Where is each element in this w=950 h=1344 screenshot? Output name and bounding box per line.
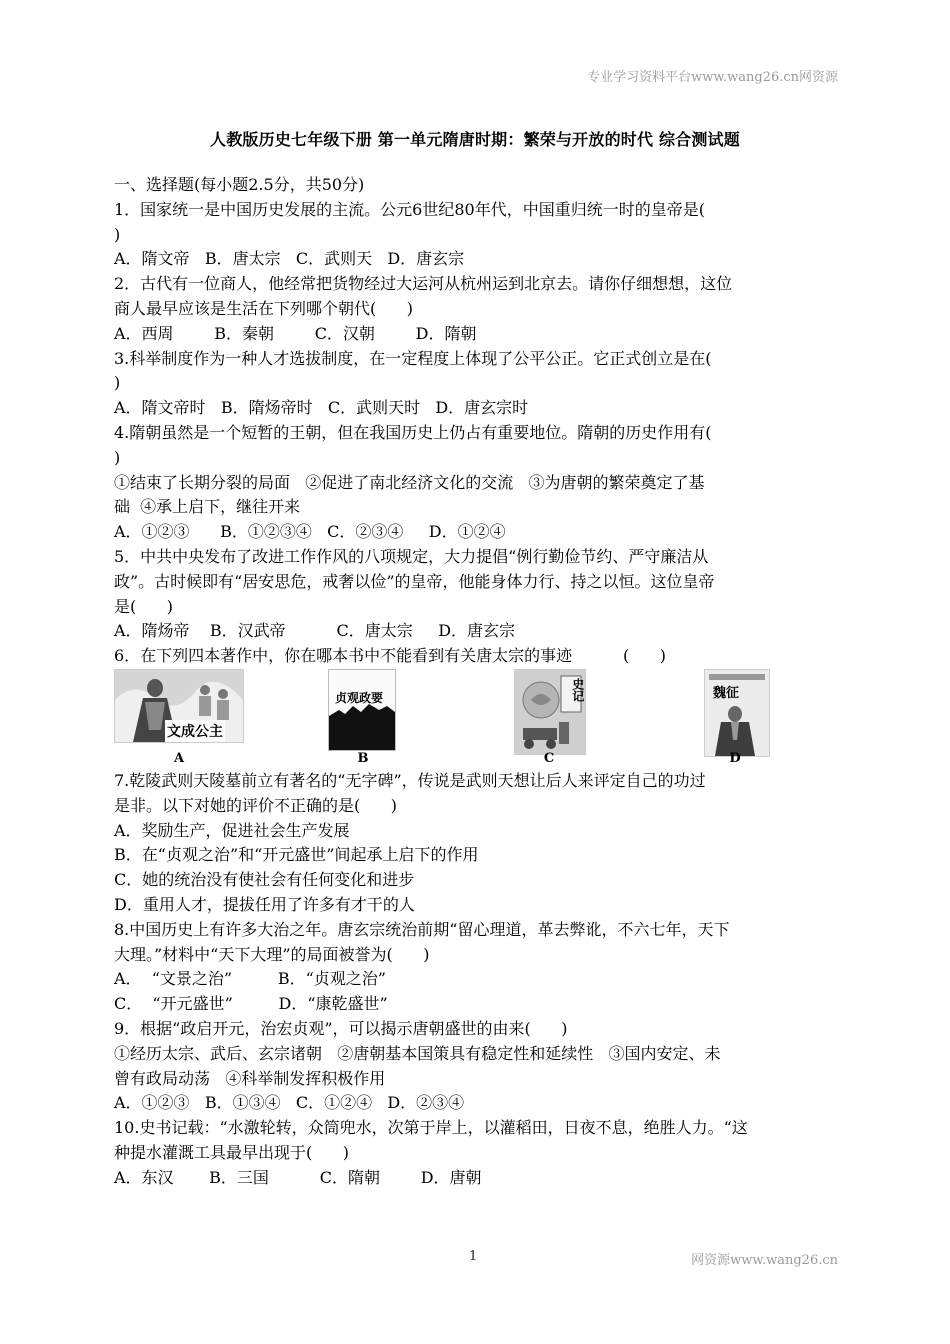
question-line: 2．古代有一位商人，他经常把货物经过大运河从杭州运到北京去。请你仔细想想，这位 [114, 274, 733, 294]
question-line: 10.史书记载：“水激轮转，众筒兜水，次第于岸上，以灌稻田，日夜不息，绝胜人力。“这 [114, 1118, 748, 1138]
figure-a-label: A [173, 750, 185, 766]
page-number: 1 [469, 1249, 478, 1264]
question-line: C．她的统治没有使社会有任何变化和进步 [114, 870, 415, 890]
question-line: A．隋文帝 B．唐太宗 C．武则天 D．唐玄宗 [114, 249, 465, 269]
question-line: ①结束了长期分裂的局面 ②促进了南北经济文化的交流 ③为唐朝的繁荣奠定了基 [114, 472, 705, 492]
figure-c [484, 669, 614, 769]
question-line: ) [114, 373, 121, 393]
question-line: 3.科举制度作为一种人才选拔制度，在一定程度上体现了公平公正。它正式创立是在( [114, 348, 712, 368]
question-line: A．西周 B．秦朝 C．汉朝 D．隋朝 [114, 323, 477, 343]
question-line: 大理。”材料中“天下大理”的局面被誉为( ) [114, 944, 430, 964]
footer-watermark: 网资源www.wang26.cn [691, 1253, 838, 1268]
question-line: A．①②③ B．①②③④ C．②③④ D．①②④ [114, 522, 506, 542]
figure-a [114, 669, 244, 769]
question-line: A．东汉 B．三国 C．隋朝 D．唐朝 [114, 1167, 482, 1187]
figure-c-text: 史记 [570, 677, 585, 702]
question-line: 4.隋朝虽然是一个短暂的王朝，但在我国历史上仍占有重要地位。隋朝的历史作用有( [114, 422, 712, 442]
figure-b-image [328, 669, 396, 751]
figure-d-image [704, 669, 770, 757]
question-line: C． “开元盛世” D．“康乾盛世” [114, 994, 388, 1014]
question-line: D．重用人才，提拔任用了许多有才干的人 [114, 894, 415, 914]
question-line: ①经历太宗、武后、玄宗诸朝 ②唐朝基本国策具有稳定性和延续性 ③国内安定、未 [114, 1043, 721, 1063]
question-line: 8.中国历史上有许多大治之年。唐玄宗统治前期“留心理道，革去弊讹，不六七年，天下 [114, 919, 730, 939]
question-line: 5．中共中央发布了改进工作作风的八项规定，大力提倡“例行勤俭节约、严守廉洁从 [114, 546, 709, 566]
question-line: 9．根据“政启开元，治宏贞观”，可以揭示唐朝盛世的由来( ) [114, 1018, 568, 1038]
figure-d-text: 魏征 [713, 685, 740, 701]
question-line: 政”。古时候即有“居安思危，戒奢以俭”的皇帝，他能身体力行、持之以恒。这位皇帝 [114, 571, 715, 591]
question-line: 7.乾陵武则天陵墓前立有著名的“无字碑”，传说是武则天想让后人来评定自己的功过 [114, 770, 706, 790]
question-line: 是非。以下对她的评价不正确的是( ) [114, 795, 398, 815]
question-line: 1．国家统一是中国历史发展的主流。公元6世纪80年代，中国重归统一时的皇帝是( [114, 199, 705, 219]
section-heading: 一、选择题(每小题2.5分，共50分) [114, 175, 365, 194]
question-line: 6．在下列四本著作中，你在哪本书中不能看到有关唐太宗的事迹 ( ) [114, 646, 667, 666]
question-line: 商人最早应该是生活在下列哪个朝代( ) [114, 298, 414, 318]
question-line: 曾有政局动荡 ④科举制发挥积极作用 [114, 1068, 386, 1088]
question-line: 是( ) [114, 596, 174, 616]
page-title: 人教版历史七年级下册 第一单元隋唐时期：繁荣与开放的时代 综合测试题 [210, 130, 740, 149]
question-line: 础 ④承上启下，继往开来 [114, 497, 301, 517]
question-content [114, 173, 839, 1190]
questions-part-1 [114, 198, 839, 669]
question-line: 种提水灌溉工具最早出现于( ) [114, 1142, 350, 1162]
question-line: B．在“贞观之治”和“开元盛世”间起承上启下的作用 [114, 845, 479, 865]
question-line: A． “文景之治” B．“贞观之治” [114, 969, 386, 989]
question-line: A．奖励生产，促进社会生产发展 [114, 820, 350, 840]
figure-d-label: D [729, 750, 741, 766]
figure-row [114, 669, 839, 769]
figure-b [298, 669, 428, 769]
question-line: ) [114, 224, 121, 244]
figure-c-image [514, 669, 586, 755]
figure-d [670, 669, 800, 769]
figure-b-label: B [357, 750, 369, 766]
figure-a-image [114, 669, 244, 743]
question-line: A．隋炀帝 B．汉武帝 C．唐太宗 D．唐玄宗 [114, 621, 516, 641]
header-watermark: 专业学习资料平台www.wang26.cn网资源 [587, 70, 838, 85]
figure-c-label: C [543, 750, 555, 766]
question-line: A．①②③ B．①③④ C．①②④ D．②③④ [114, 1093, 465, 1113]
questions-part-2 [114, 769, 839, 1191]
figure-b-text: 贞观政要 [335, 690, 384, 705]
question-line: ) [114, 447, 121, 467]
figure-a-text: 文成公主 [165, 720, 225, 743]
question-line: A．隋文帝时 B．隋炀帝时 C．武则天时 D．唐玄宗时 [114, 398, 529, 418]
